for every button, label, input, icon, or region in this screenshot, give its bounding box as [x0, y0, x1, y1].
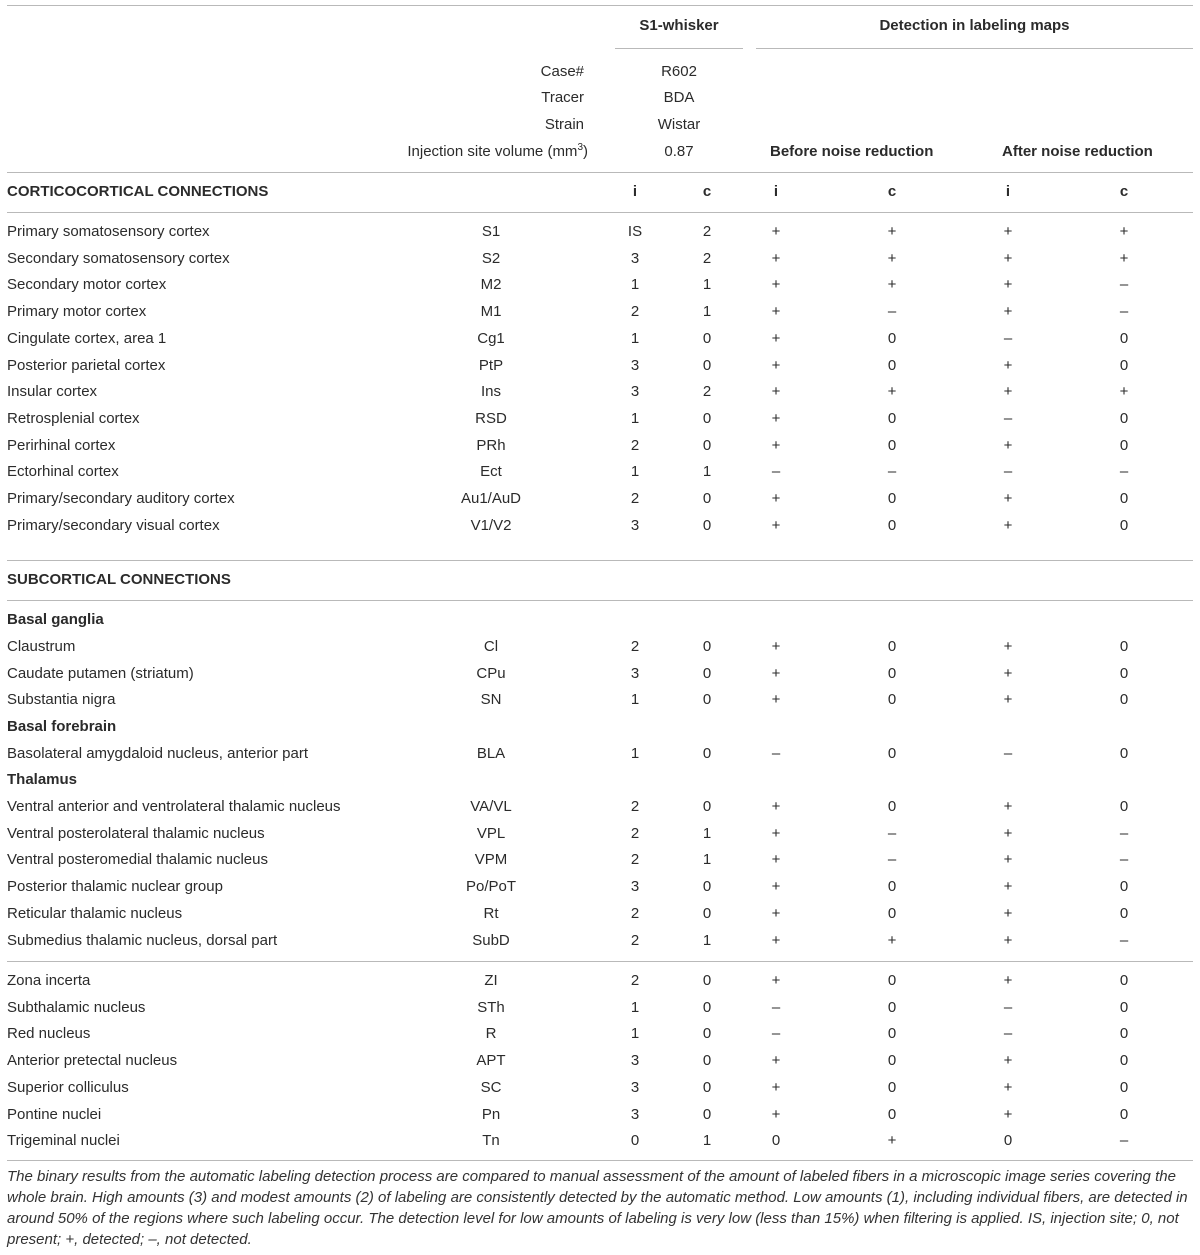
s1-c: 0: [702, 745, 712, 762]
s1-c: 0: [702, 436, 712, 454]
after-i: +: [1003, 303, 1013, 321]
before-c: 0: [887, 516, 897, 534]
after-i: –: [1003, 329, 1013, 347]
s1-i: 0: [630, 1132, 640, 1150]
before-i: –: [771, 998, 781, 1016]
after-c: –: [1119, 851, 1129, 869]
after-c: 0: [1119, 691, 1129, 709]
before-i: +: [771, 931, 781, 949]
region-abbr: M1: [480, 303, 502, 321]
region-abbr: VPL: [476, 824, 506, 842]
after-c: 0: [1119, 878, 1129, 896]
top-rule: [7, 5, 1193, 6]
s1-i: 1: [630, 329, 640, 347]
after-i: +: [1003, 1078, 1013, 1096]
region-name: Basolateral amygdaloid nucleus, anterior part: [7, 745, 309, 762]
table-row: [0, 436, 1200, 456]
before-c: 0: [887, 972, 897, 989]
before-c: –: [887, 463, 897, 481]
s1-i: 2: [630, 798, 640, 815]
region-name: Primary/secondary auditory cortex: [7, 490, 235, 507]
volume-value: 0.87: [664, 143, 694, 160]
before-i: +: [771, 356, 781, 374]
before-i: +: [771, 638, 781, 655]
after-c: 0: [1119, 356, 1129, 374]
col-c-before: c: [887, 183, 897, 200]
before-c: –: [887, 303, 897, 321]
col-i-s1: i: [632, 183, 638, 200]
after-i: +: [1003, 516, 1013, 534]
after-i: +: [1003, 691, 1013, 709]
s1-c: 0: [702, 998, 712, 1016]
region-name: Claustrum: [7, 638, 76, 655]
tracer-label: Tracer: [541, 89, 584, 106]
region-abbr: CPu: [476, 664, 506, 682]
tracer-value: BDA: [663, 89, 695, 106]
after-c: 0: [1119, 998, 1129, 1016]
s1-i: 2: [630, 904, 640, 922]
region-abbr: APT: [476, 1052, 506, 1070]
before-i: +: [771, 383, 781, 401]
before-i: +: [771, 1052, 781, 1070]
region-name: Zona incerta: [7, 972, 91, 989]
s1-i: 1: [630, 409, 640, 427]
region-name: Caudate putamen (striatum): [7, 664, 194, 682]
before-c: 0: [887, 1105, 897, 1123]
region-name: Insular cortex: [7, 383, 98, 401]
before-i: +: [771, 1105, 781, 1123]
before-i: +: [771, 824, 781, 842]
before-i: +: [771, 904, 781, 922]
strain-value: Wistar: [657, 116, 701, 133]
region-abbr: Tn: [482, 1132, 500, 1150]
region-abbr: BLA: [476, 745, 506, 762]
subcortical-title-rule: [7, 600, 1193, 601]
s1-i: 1: [630, 463, 640, 481]
region-name: Reticular thalamic nucleus: [7, 904, 183, 922]
before-c: +: [887, 276, 897, 294]
s1-c: 0: [702, 1025, 712, 1043]
s1-i: 2: [630, 490, 640, 507]
table-row: [0, 356, 1200, 376]
before-c: +: [887, 1132, 897, 1150]
region-name: Perirhinal cortex: [7, 436, 116, 454]
s1-i: IS: [627, 223, 643, 240]
after-i: +: [1003, 878, 1013, 896]
table-row: [0, 877, 1200, 897]
before-c: 0: [887, 664, 897, 682]
before-c: 0: [887, 691, 897, 709]
basal-forebrain-title: Basal forebrain: [7, 718, 117, 735]
region-name: Substantia nigra: [7, 691, 116, 709]
col-c-after: c: [1119, 183, 1129, 200]
table-row: [0, 382, 1200, 402]
table-row: [0, 850, 1200, 870]
region-name: Superior colliculus: [7, 1078, 129, 1096]
s1-i: 2: [630, 851, 640, 869]
table-row: [0, 249, 1200, 269]
region-abbr: V1/V2: [470, 516, 512, 534]
before-c: +: [887, 249, 897, 267]
after-c: –: [1119, 463, 1129, 481]
before-c: 0: [887, 409, 897, 427]
basal-forebrain-header: [0, 717, 1200, 737]
table-row: [0, 1131, 1200, 1151]
before-c: 0: [887, 998, 897, 1016]
s1-c: 0: [702, 356, 712, 374]
s1-c: 0: [702, 516, 712, 534]
after-i: +: [1003, 383, 1013, 401]
before-i: +: [771, 972, 781, 989]
region-name: Primary/secondary visual cortex: [7, 516, 220, 534]
after-c: 0: [1119, 516, 1129, 534]
table-row: [0, 1105, 1200, 1125]
before-c: +: [887, 223, 897, 240]
cortico-title-rule: [7, 212, 1193, 213]
s1-c: 0: [702, 329, 712, 347]
after-c: 0: [1119, 972, 1129, 989]
table-row: [0, 998, 1200, 1018]
before-i: +: [771, 516, 781, 534]
s1-c: 1: [702, 463, 712, 481]
before-i: –: [771, 1025, 781, 1043]
table-row: [0, 971, 1200, 991]
before-i: –: [771, 745, 781, 762]
before-c: 0: [887, 436, 897, 454]
after-i: +: [1003, 223, 1013, 240]
before-i: +: [771, 436, 781, 454]
s1-i: 3: [630, 1052, 640, 1070]
region-name: Ventral posteromedial thalamic nucleus: [7, 851, 268, 869]
s1-c: 0: [702, 490, 712, 507]
s1-c: 0: [702, 664, 712, 682]
before-i: +: [771, 490, 781, 507]
before-c: 0: [887, 904, 897, 922]
before-i: 0: [771, 1132, 781, 1150]
table-row: [0, 489, 1200, 509]
after-c: +: [1119, 383, 1129, 401]
cortico-end-rule: [7, 560, 1193, 561]
region-abbr: ZI: [484, 972, 498, 989]
cortico-section-title: CORTICOCORTICAL CONNECTIONS: [7, 183, 269, 200]
region-abbr: Au1/AuD: [460, 490, 522, 507]
before-c: –: [887, 824, 897, 842]
region-abbr: SN: [480, 691, 502, 709]
before-c: 0: [887, 1052, 897, 1070]
region-name: Secondary motor cortex: [7, 276, 167, 294]
after-c: 0: [1119, 798, 1129, 815]
before-c: +: [887, 931, 897, 949]
before-c: 0: [887, 490, 897, 507]
after-i: –: [1003, 745, 1013, 762]
before-i: +: [771, 303, 781, 321]
col-i-before: i: [773, 183, 779, 200]
table-row: [0, 222, 1200, 242]
after-c: 0: [1119, 436, 1129, 454]
before-i: +: [771, 798, 781, 815]
region-name: Trigeminal nuclei: [7, 1132, 120, 1150]
s1-i: 1: [630, 998, 640, 1016]
region-abbr: Pn: [481, 1105, 501, 1123]
s1-i: 1: [630, 1025, 640, 1043]
after-c: +: [1119, 249, 1129, 267]
s1-i: 3: [630, 356, 640, 374]
region-abbr: M2: [480, 276, 502, 294]
region-abbr: Ins: [480, 383, 501, 401]
after-c: 0: [1119, 1025, 1129, 1043]
region-name: Primary motor cortex: [7, 303, 147, 321]
strain-label: Strain: [544, 116, 584, 133]
after-c: +: [1119, 223, 1129, 240]
table-row: [0, 797, 1200, 817]
thalamus-title: Thalamus: [7, 771, 78, 788]
after-i: +: [1003, 249, 1013, 267]
after-i: +: [1003, 798, 1013, 815]
s1-i: 2: [630, 303, 640, 321]
after-c: 0: [1119, 1078, 1129, 1096]
after-c: 0: [1119, 904, 1129, 922]
before-i: +: [771, 409, 781, 427]
s1-i: 2: [630, 436, 640, 454]
before-c: –: [887, 851, 897, 869]
after-i: +: [1003, 664, 1013, 682]
region-name: Ventral posterolateral thalamic nucleus: [7, 824, 265, 842]
region-abbr: Cl: [483, 638, 499, 655]
before-i: –: [771, 463, 781, 481]
s1-i: 3: [630, 249, 640, 267]
after-i: +: [1003, 1052, 1013, 1070]
before-i: +: [771, 1078, 781, 1096]
after-i: +: [1003, 851, 1013, 869]
s1-c: 0: [702, 798, 712, 815]
after-i: +: [1003, 931, 1013, 949]
s1-c: 1: [702, 931, 712, 949]
table-row: [0, 462, 1200, 482]
before-c: 0: [887, 798, 897, 815]
s1-whisker-header: S1-whisker: [639, 17, 719, 34]
header-bottom-rule: [7, 172, 1193, 173]
after-c: 0: [1119, 638, 1129, 655]
region-abbr: SC: [480, 1078, 502, 1096]
after-c: –: [1119, 931, 1129, 949]
subcortical-section-header: [0, 570, 1200, 590]
s1-c: 0: [702, 1105, 712, 1123]
region-name: Red nucleus: [7, 1025, 91, 1043]
table-row: [0, 744, 1200, 764]
before-i: +: [771, 664, 781, 682]
before-c: 0: [887, 878, 897, 896]
s1-i: 3: [630, 516, 640, 534]
after-i: +: [1003, 904, 1013, 922]
after-c: 0: [1119, 1052, 1129, 1070]
region-name: Secondary somatosensory cortex: [7, 249, 230, 267]
before-i: +: [771, 691, 781, 709]
s1-c: 0: [702, 1078, 712, 1096]
table-row: [0, 409, 1200, 429]
s1-c: 1: [702, 824, 712, 842]
s1-i: 3: [630, 878, 640, 896]
table-footnote: The binary results from the automatic labeling detection process are compared to manual assessment of the amount of labeled fibers in a microscopic image series covering the whole brain. High amounts (3) and modest amounts (2) of labeling are consistently detected by the automatic method. Low amounts (1), including individual fibers, are detected in around 50% of the regions where such labeling occur. The detection level for low amounts of labeling is very low (less than 15%) when filtering is applied. IS, injection site; 0, not present; +, detected; –, not detected.: [7, 1168, 1188, 1248]
region-name: Posterior thalamic nuclear group: [7, 878, 223, 896]
after-c: 0: [1119, 664, 1129, 682]
case-value: R602: [661, 63, 697, 80]
region-name: Primary somatosensory cortex: [7, 223, 210, 240]
region-name: Cingulate cortex, area 1: [7, 329, 167, 347]
before-c: +: [887, 383, 897, 401]
table-row: [0, 637, 1200, 657]
cortico-section-header: [0, 182, 1200, 202]
after-i: +: [1003, 1105, 1013, 1123]
region-abbr: SubD: [472, 931, 510, 949]
region-abbr: Cg1: [477, 329, 505, 347]
s1-c: 2: [702, 223, 712, 240]
detection-rule: [756, 48, 1193, 49]
after-c: 0: [1119, 490, 1129, 507]
region-abbr: Ect: [480, 463, 502, 481]
after-c: –: [1119, 824, 1129, 842]
s1-c: 1: [702, 1132, 712, 1150]
table-row: [0, 1078, 1200, 1098]
s1-i: 1: [630, 276, 640, 294]
before-c: 0: [887, 638, 897, 655]
s1-i: 3: [630, 1078, 640, 1096]
region-abbr: VPM: [474, 851, 508, 869]
s1-c: 1: [702, 303, 712, 321]
before-c: 0: [887, 329, 897, 347]
s1-c: 2: [702, 383, 712, 401]
s1-i: 1: [630, 691, 640, 709]
region-abbr: Po/PoT: [465, 878, 517, 896]
basal-ganglia-title: Basal ganglia: [7, 611, 104, 628]
after-i: +: [1003, 356, 1013, 374]
region-name: Submedius thalamic nucleus, dorsal part: [7, 931, 278, 949]
after-c: –: [1119, 303, 1129, 321]
region-name: Posterior parietal cortex: [7, 356, 166, 374]
before-i: +: [771, 878, 781, 896]
after-i: +: [1003, 276, 1013, 294]
region-abbr: S1: [481, 223, 501, 240]
s1-c: 2: [702, 249, 712, 267]
after-i: +: [1003, 824, 1013, 842]
s1-i: 2: [630, 824, 640, 842]
table-row: [0, 1024, 1200, 1044]
s1-c: 0: [702, 904, 712, 922]
thalamus-header: [0, 770, 1200, 790]
s1-c: 0: [702, 878, 712, 896]
region-abbr: STh: [477, 998, 505, 1016]
basal-ganglia-header: [0, 610, 1200, 630]
after-c: –: [1119, 276, 1129, 294]
region-name: Subthalamic nucleus: [7, 998, 146, 1016]
region-name: Anterior pretectal nucleus: [7, 1052, 178, 1070]
s1-c: 0: [702, 409, 712, 427]
s1-i: 2: [630, 931, 640, 949]
s1-i: 1: [630, 745, 640, 762]
thalamus-end-rule: [7, 961, 1193, 962]
region-name: Ectorhinal cortex: [7, 463, 119, 481]
after-c: 0: [1119, 409, 1129, 427]
detection-header: Detection in labeling maps: [879, 17, 1070, 34]
before-i: +: [771, 223, 781, 240]
after-c: 0: [1119, 745, 1129, 762]
col-i-after: i: [1005, 183, 1011, 200]
s1-c: 0: [702, 638, 712, 655]
table-bottom-rule: [7, 1160, 1193, 1161]
before-c: 0: [887, 1025, 897, 1043]
s1-c: 0: [702, 972, 712, 989]
table-row: [0, 1051, 1200, 1071]
table-row: [0, 329, 1200, 349]
s1-whisker-rule: [615, 48, 743, 49]
table-row: [0, 302, 1200, 322]
col-c-s1: c: [702, 183, 712, 200]
before-i: +: [771, 329, 781, 347]
after-c: –: [1119, 1132, 1129, 1150]
region-name: Pontine nuclei: [7, 1105, 102, 1123]
case-label: Case#: [540, 63, 584, 80]
region-abbr: VA/VL: [470, 798, 512, 815]
table-row: [0, 516, 1200, 536]
after-i: +: [1003, 490, 1013, 507]
table-row: [0, 904, 1200, 924]
after-noise-reduction-header: After noise reduction: [1002, 143, 1153, 160]
region-abbr: PRh: [476, 436, 506, 454]
s1-i: 3: [630, 664, 640, 682]
s1-c: 1: [702, 851, 712, 869]
region-name: Ventral anterior and ventrolateral thalamic nucleus: [7, 798, 341, 815]
table-row: [0, 824, 1200, 844]
s1-c: 1: [702, 276, 712, 294]
s1-i: 3: [630, 1105, 640, 1123]
before-i: +: [771, 276, 781, 294]
after-i: +: [1003, 972, 1013, 989]
table-row: [0, 690, 1200, 710]
s1-i: 2: [630, 972, 640, 989]
s1-i: 3: [630, 383, 640, 401]
before-i: +: [771, 249, 781, 267]
region-abbr: PtP: [478, 356, 504, 374]
before-c: 0: [887, 1078, 897, 1096]
after-i: 0: [1003, 1132, 1013, 1150]
volume-label: Injection site volume $(mm^3)$: [407, 142, 588, 160]
region-abbr: S2: [481, 249, 501, 267]
subcortical-section-title: SUBCORTICAL CONNECTIONS: [7, 571, 231, 588]
region-abbr: R: [485, 1025, 497, 1043]
before-c: 0: [887, 356, 897, 374]
before-noise-reduction-header: Before noise reduction: [770, 143, 934, 160]
s1-c: 0: [702, 691, 712, 709]
region-name: Retrosplenial cortex: [7, 409, 140, 427]
s1-i: 2: [630, 638, 640, 655]
after-i: –: [1003, 1025, 1013, 1043]
after-i: –: [1003, 409, 1013, 427]
after-c: 0: [1119, 329, 1129, 347]
before-c: 0: [887, 745, 897, 762]
after-i: +: [1003, 436, 1013, 454]
after-c: 0: [1119, 1105, 1129, 1123]
table-row: [0, 275, 1200, 295]
region-abbr: Rt: [483, 904, 499, 922]
table-row: [0, 664, 1200, 684]
table-row: [0, 931, 1200, 951]
after-i: –: [1003, 463, 1013, 481]
before-i: +: [771, 851, 781, 869]
s1-c: 0: [702, 1052, 712, 1070]
region-abbr: RSD: [475, 409, 507, 427]
after-i: –: [1003, 998, 1013, 1016]
after-i: +: [1003, 638, 1013, 655]
